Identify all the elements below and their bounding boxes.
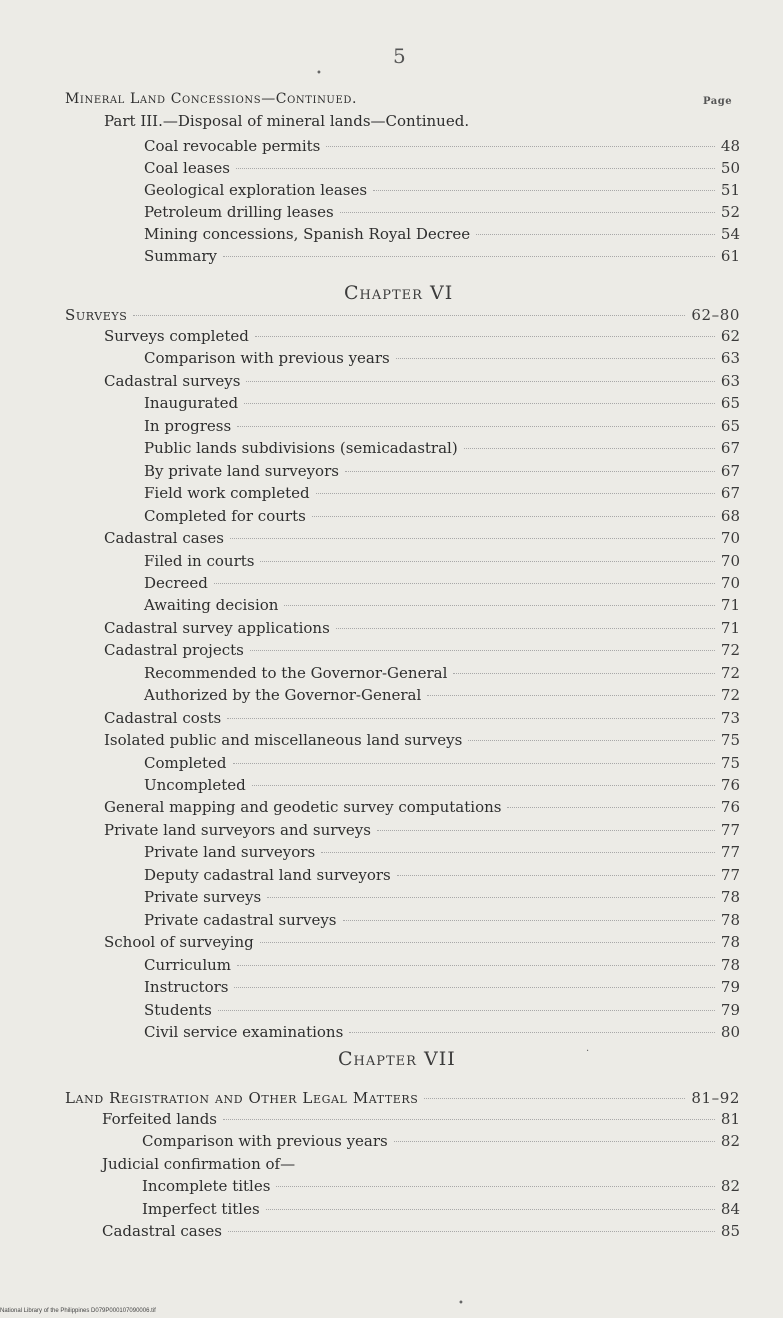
toc-entry	[144, 179, 740, 201]
toc-entry-page: 61	[720, 247, 740, 265]
dot-mark: •	[458, 1298, 464, 1309]
toc-entry	[144, 135, 740, 157]
toc-entry	[144, 482, 740, 504]
toc-entry-page: 51	[720, 181, 740, 199]
toc-entry	[102, 1153, 740, 1175]
toc-entry-label: Petroleum drilling leases	[144, 203, 334, 221]
dot-mark: •	[316, 68, 322, 79]
toc-entry-page: 68	[720, 506, 740, 525]
dot-leader	[326, 146, 715, 147]
toc-entry-page: 63	[720, 371, 740, 390]
toc-entry-label: Private land surveyors and surveys	[104, 820, 371, 839]
dot-leader	[312, 516, 715, 517]
dot-leader	[237, 965, 715, 966]
toc-entry-label: Cadastral costs	[104, 708, 222, 727]
toc-entry-label: Cadastral surveys	[104, 371, 241, 390]
toc-entry-page: 72	[720, 663, 740, 682]
dot-leader	[427, 695, 715, 696]
toc-entry-label: Cadastral cases	[104, 529, 224, 548]
toc-entry	[144, 774, 740, 796]
toc-entry-page: 82	[720, 1177, 740, 1196]
toc-entry-page: 62–80	[691, 306, 740, 324]
toc-entry	[144, 1021, 740, 1043]
toc-entry-label: Isolated public and miscellaneous land surveys	[104, 731, 463, 750]
toc-entry-page: 67	[720, 484, 740, 503]
toc-entry	[144, 392, 740, 414]
toc-entry	[104, 325, 740, 347]
dot-leader	[507, 807, 714, 808]
toc-entry-label: Comparison with previous years	[142, 1132, 388, 1151]
toc-entry	[144, 157, 740, 179]
toc-entry	[144, 437, 740, 459]
toc-entry-label: Inaugurated	[144, 394, 239, 413]
toc-entry-label: Cadastral survey applications	[104, 618, 330, 637]
toc-entry	[102, 1220, 740, 1242]
toc-entry-label: Filed in courts	[144, 551, 255, 570]
toc-entry	[144, 752, 740, 774]
section-entry	[65, 1087, 740, 1109]
toc-entry	[144, 841, 740, 863]
dot-leader	[228, 1231, 715, 1232]
dot-leader	[284, 605, 714, 606]
toc-entry	[104, 707, 740, 729]
dot-leader	[223, 1119, 715, 1120]
page-number: 5	[393, 44, 406, 68]
part-heading: Part III.—Disposal of mineral lands—Continued.	[104, 112, 470, 130]
toc-entry-page: 71	[720, 618, 740, 637]
section-entry	[65, 304, 740, 326]
dot-leader	[394, 1141, 715, 1142]
continued-heading: Mineral Land Concessions—Continued.	[65, 91, 358, 107]
dot-leader	[396, 358, 715, 359]
toc-entry-page: 78	[720, 888, 740, 907]
toc-entry	[102, 1108, 740, 1130]
toc-entry-page: 70	[720, 529, 740, 548]
dot-leader	[236, 168, 715, 169]
toc-entry	[144, 505, 740, 527]
toc-entry-page: 80	[720, 1022, 740, 1041]
toc-entry-label: Decreed	[144, 573, 208, 592]
dot-leader	[230, 538, 715, 539]
dot-leader	[133, 315, 685, 316]
toc-entry	[104, 370, 740, 392]
dot-leader	[244, 403, 715, 404]
dot-leader	[218, 1010, 715, 1011]
toc-entry	[144, 999, 740, 1021]
toc-entry-page: 76	[720, 776, 740, 794]
toc-entry-label: Field work completed	[144, 484, 310, 503]
toc-entry-label: Surveys	[65, 306, 128, 324]
toc-entry-page: 77	[720, 843, 740, 862]
toc-entry	[104, 931, 740, 953]
toc-entry-label: Curriculum	[144, 955, 232, 974]
toc-entry-page: 71	[720, 596, 740, 615]
toc-entry	[144, 223, 740, 245]
toc-entry	[144, 954, 740, 976]
dot-leader	[250, 650, 715, 651]
toc-entry-label: Completed	[144, 753, 227, 772]
toc-entry-page: 76	[720, 798, 740, 817]
dot-leader	[464, 448, 715, 449]
chapter-heading: Chapter VII	[338, 1048, 456, 1070]
toc-entry-page: 73	[720, 708, 740, 727]
toc-entry-label: General mapping and geodetic survey computations	[104, 798, 502, 817]
toc-entry-label: In progress	[144, 416, 232, 435]
toc-entry-label: Private surveys	[144, 888, 262, 907]
dot-leader	[345, 471, 715, 472]
toc-entry-label: Awaiting decision	[144, 596, 279, 615]
footer-caption: National Library of the Philippines D079P000107090006.tif	[0, 1308, 156, 1314]
dot-leader	[276, 1186, 714, 1187]
dot-leader	[266, 1209, 715, 1210]
toc-entry	[104, 819, 740, 841]
dot-leader	[373, 190, 715, 191]
toc-entry-page: 78	[720, 933, 740, 952]
toc-entry-label: Coal leases	[144, 159, 230, 177]
toc-entry-label: Civil service examinations	[144, 1022, 344, 1041]
toc-entry-label: Forfeited lands	[102, 1110, 217, 1128]
toc-entry-label: Recommended to the Governor-General	[144, 663, 448, 682]
toc-entry-label: Students	[144, 1000, 212, 1019]
toc-entry-page: 75	[720, 753, 740, 772]
toc-entry-page: 70	[720, 573, 740, 592]
dot-leader	[233, 763, 715, 764]
toc-entry-page: 85	[720, 1222, 740, 1240]
toc-entry-label: Private land surveyors	[144, 843, 316, 862]
toc-entry-label: Geological exploration leases	[144, 181, 368, 199]
dot-leader	[214, 583, 715, 584]
dot-leader	[237, 426, 715, 427]
toc-entry	[144, 460, 740, 482]
toc-entry-label: School of surveying	[104, 933, 254, 952]
dot-leader	[260, 561, 714, 562]
toc-entry-label: Instructors	[144, 978, 229, 997]
toc-entry-page: 54	[720, 225, 740, 243]
toc-entry-label: Mining concessions, Spanish Royal Decree	[144, 225, 471, 243]
toc-entry	[144, 347, 740, 369]
toc-entry-label: Authorized by the Governor-General	[144, 686, 422, 705]
toc-entry-page: 50	[720, 159, 740, 177]
toc-entry-page: 72	[720, 686, 740, 705]
toc-entry-label: Comparison with previous years	[144, 349, 390, 368]
toc-entry-page: 79	[720, 978, 740, 997]
page-column-label: Page	[703, 96, 733, 107]
toc-entry-page: 65	[720, 416, 740, 435]
toc-entry	[144, 909, 740, 931]
toc-entry	[144, 976, 740, 998]
toc-entry-page: 48	[720, 137, 740, 155]
toc-entry-page: 84	[720, 1199, 740, 1218]
toc-entry-label: Incomplete titles	[142, 1177, 271, 1196]
toc-entry-label: Cadastral projects	[104, 641, 244, 660]
dot-leader	[397, 875, 715, 876]
dot-leader	[336, 628, 715, 629]
dot-mark: ·	[586, 1046, 590, 1057]
dot-leader	[223, 256, 715, 257]
toc-entry	[144, 572, 740, 594]
toc-entry	[104, 617, 740, 639]
dot-leader	[252, 785, 715, 786]
toc-entry	[142, 1198, 740, 1220]
toc-entry	[144, 594, 740, 616]
toc-entry-label: Surveys completed	[104, 327, 249, 345]
toc-entry-page: 72	[720, 641, 740, 660]
toc-entry-page: 82	[720, 1132, 740, 1151]
toc-entry-page: 75	[720, 731, 740, 750]
toc-entry	[144, 245, 740, 267]
toc-entry	[144, 684, 740, 706]
toc-entry-page: 63	[720, 349, 740, 368]
dot-leader	[349, 1032, 715, 1033]
dot-leader	[246, 381, 714, 382]
toc-entry-page: 62	[720, 327, 740, 345]
toc-entry	[104, 796, 740, 818]
dot-leader	[340, 212, 715, 213]
toc-entry-page: 78	[720, 910, 740, 929]
toc-entry	[144, 864, 740, 886]
toc-entry	[104, 527, 740, 549]
toc-entry-label: Public lands subdivisions (semicadastral)	[144, 439, 458, 458]
dot-leader	[453, 673, 715, 674]
toc-entry-label: Uncompleted	[144, 776, 246, 794]
toc-entry-page: 70	[720, 551, 740, 570]
toc-entry-page: 77	[720, 820, 740, 839]
toc-entry-label: By private land surveyors	[144, 461, 339, 480]
dot-leader	[476, 234, 715, 235]
toc-entry	[104, 639, 740, 661]
dot-leader	[424, 1098, 685, 1099]
dot-leader	[468, 740, 715, 741]
toc-entry-page: 81	[720, 1110, 740, 1128]
toc-entry	[144, 550, 740, 572]
toc-entry	[104, 729, 740, 751]
toc-entry	[142, 1175, 740, 1197]
toc-entry-label: Imperfect titles	[142, 1199, 260, 1218]
dot-leader	[343, 920, 715, 921]
toc-entry-label: Judicial confirmation of—	[102, 1154, 296, 1173]
toc-entry	[144, 662, 740, 684]
toc-entry-page: 65	[720, 394, 740, 413]
toc-entry	[144, 886, 740, 908]
toc-entry-label: Completed for courts	[144, 506, 306, 525]
toc-entry-page: 78	[720, 955, 740, 974]
toc-entry	[144, 415, 740, 437]
dot-leader	[316, 493, 715, 494]
dot-leader	[255, 336, 715, 337]
dot-leader	[234, 987, 714, 988]
dot-leader	[321, 852, 715, 853]
toc-entry-page: 52	[720, 203, 740, 221]
toc-entry-page: 77	[720, 865, 740, 884]
toc-entry	[144, 201, 740, 223]
toc-entry-label: Coal revocable permits	[144, 137, 321, 155]
toc-entry-page: 81–92	[691, 1089, 740, 1107]
toc-entry-label: Private cadastral surveys	[144, 910, 337, 929]
chapter-heading: Chapter VI	[344, 282, 454, 304]
toc-entry-label: Land Registration and Other Legal Matters	[65, 1089, 419, 1107]
toc-entry-page: 67	[720, 461, 740, 480]
dot-leader	[260, 942, 715, 943]
dot-leader	[227, 718, 715, 719]
toc-entry-page: 79	[720, 1000, 740, 1019]
dot-leader	[267, 897, 715, 898]
toc-entry-label: Cadastral cases	[102, 1222, 222, 1240]
toc-entry	[142, 1130, 740, 1152]
toc-entry-page: 67	[720, 439, 740, 458]
dot-leader	[377, 830, 715, 831]
toc-entry-label: Summary	[144, 247, 217, 265]
toc-entry-label: Deputy cadastral land surveyors	[144, 865, 391, 884]
